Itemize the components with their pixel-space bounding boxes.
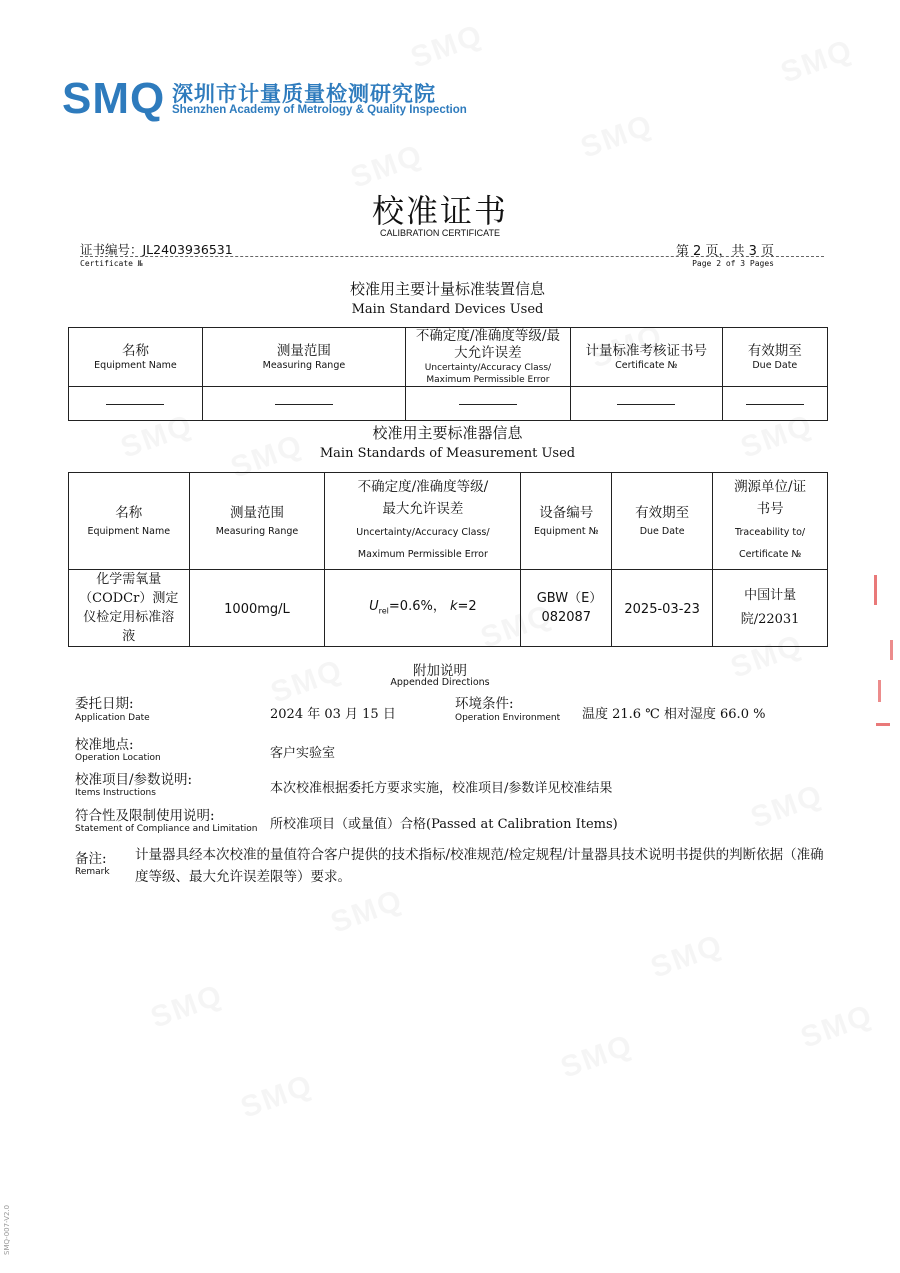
remark-label: 备注: (75, 851, 107, 867)
form-code: SMQ-007-V2.0 (3, 1204, 11, 1255)
compliance-label-en: Statement of Compliance and Limitation (75, 824, 258, 834)
standards-col-uncertainty: 不确定度/准确度等级/最大允许误差 Uncertainty/Accuracy Class/ Maximum Permissible Error (325, 473, 521, 570)
logo: SMQ (62, 74, 166, 123)
standard-name: 化学需氧量（CODCr）测定仪检定用标准溶液 (69, 570, 190, 647)
standards-col-name: 名称 Equipment Name (69, 473, 190, 570)
application-date-label-en: Application Date (75, 713, 150, 723)
standards-col-traceability: 溯源单位/证书号 Traceability to/ Certificate № (713, 473, 828, 570)
standard-due-date: 2025-03-23 (612, 570, 713, 647)
standards-col-range: 测量范围 Measuring Range (189, 473, 325, 570)
certificate-number: 证书编号：JL2403936531 (80, 242, 233, 257)
devices-col-uncertainty: 不确定度/准确度等级/最大允许误差 Uncertainty/Accuracy Class/ Maximum Permissible Error (405, 328, 570, 387)
empty-dash (617, 404, 675, 405)
standards-col-due-date: 有效期至 Due Date (612, 473, 713, 570)
empty-dash (746, 404, 804, 405)
page-indicator-en: Page 2 of 3 Pages (692, 259, 774, 268)
certificate-number-label-en: Certificate № (80, 259, 143, 268)
standard-traceability: 中国计量院/22031 (713, 570, 828, 647)
remark-label-en: Remark (75, 867, 110, 877)
environment-label: 环境条件: (455, 696, 514, 712)
stamp-fragment (878, 640, 893, 660)
compliance-label: 符合性及限制使用说明: (75, 808, 215, 824)
stamp-fragment (876, 723, 890, 726)
table-row (69, 387, 828, 421)
org-name-cn: 深圳市计量质量检测研究院 (172, 82, 436, 106)
items-label: 校准项目/参数说明: (75, 772, 193, 788)
standard-uncertainty: $U_{rel}=0.6\%$， k=2 (325, 570, 521, 647)
environment-label-en: Operation Environment (455, 713, 561, 723)
devices-col-name: 名称 Equipment Name (69, 328, 203, 387)
empty-dash (459, 404, 517, 405)
page-title-en: CALIBRATION CERTIFICATE (379, 228, 500, 238)
environment-value: 温度 21.6 ℃ 相对湿度 66.0 % (582, 707, 766, 722)
stamp-fragment (878, 680, 893, 702)
empty-dash (106, 404, 164, 405)
location-value: 客户实验室 (270, 746, 336, 761)
header-divider (80, 256, 824, 257)
application-date-label: 委托日期: (75, 696, 134, 712)
empty-dash (275, 404, 333, 405)
devices-section-title: 校准用主要计量标准装置信息 (349, 280, 545, 298)
standards-col-equipment-no: 设备编号 Equipment № (521, 473, 612, 570)
page-indicator: 第 2 页，共 3 页 (675, 244, 774, 259)
standards-section-title: 校准用主要标准器信息 (372, 424, 523, 442)
remark-value: 计量器具经本次校准的量值符合客户提供的技术指标/校准规范/检定规程/计量器具技术说明书提供的判断依据（准确度等级、最大允许误差限等）要求。 (135, 847, 824, 885)
table-row (69, 570, 828, 647)
devices-col-range: 测量范围 Measuring Range (202, 328, 405, 387)
appended-title-en: Appended Directions (390, 677, 490, 688)
standards-table (68, 472, 828, 647)
items-value: 本次校准根据委托方要求实施，校准项目/参数详见校准结果 (270, 781, 613, 796)
page-title: 校准证书 (371, 192, 508, 230)
devices-col-certificate: 计量标准考核证书号 Certificate № (570, 328, 722, 387)
standards-section-title-en: Main Standards of Measurement Used (319, 446, 576, 461)
standard-equipment-no: GBW（E）082087 (521, 570, 612, 647)
devices-section-title-en: Main Standard Devices Used (351, 302, 544, 317)
stamp-fragment (874, 575, 887, 605)
standard-range: 1000mg/L (189, 570, 325, 647)
compliance-value: 所校准项目（或量值）合格(Passed at Calibration Items) (270, 817, 618, 832)
appended-title: 附加说明 (413, 663, 467, 679)
location-label: 校准地点: (75, 737, 134, 753)
location-label-en: Operation Location (75, 753, 161, 763)
org-name-en: Shenzhen Academy of Metrology & Quality Inspection (172, 104, 467, 116)
items-label-en: Items Instructions (75, 788, 156, 798)
application-date-value: 2024 年 03 月 15 日 (270, 707, 396, 722)
devices-table (68, 327, 828, 421)
devices-col-due-date: 有效期至 Due Date (722, 328, 827, 387)
